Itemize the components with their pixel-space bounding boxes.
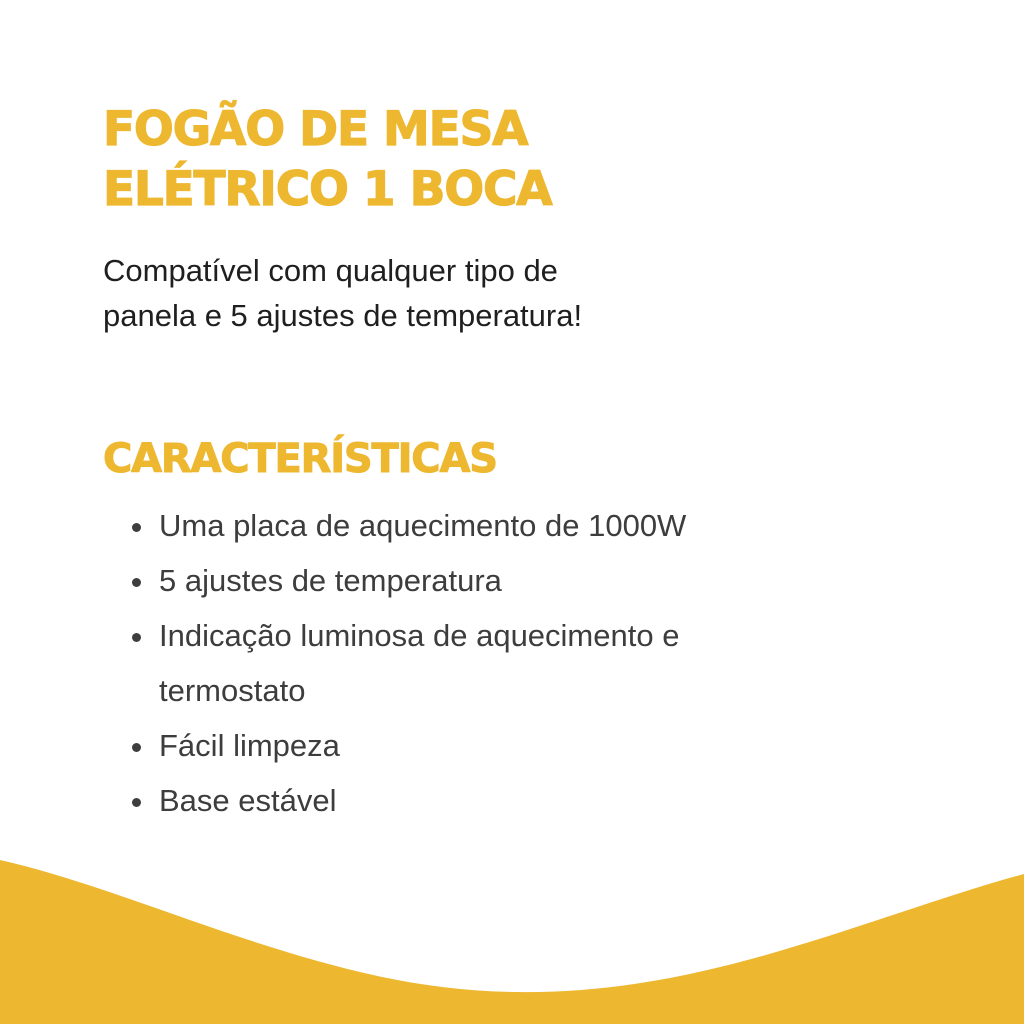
wave-shape: [0, 860, 1024, 1024]
feature-item-heating-plate: [126, 498, 846, 553]
bullet-icon: [132, 523, 141, 532]
feature-text: 5 ajustes de temperatura: [159, 563, 502, 598]
feature-text: Indicação luminosa de aquecimento e: [159, 618, 680, 653]
feature-text-continued: termostato: [159, 673, 306, 708]
product-subtitle: [103, 248, 582, 338]
decorative-wave: [0, 850, 1024, 1024]
feature-item-temperature-settings: [126, 553, 846, 608]
feature-item-light-indicator: [126, 608, 846, 718]
product-title-line-2: ELÉTRICO 1 BOCA: [103, 162, 552, 217]
bullet-icon: [132, 578, 141, 587]
bullet-icon: [132, 743, 141, 752]
product-title: [103, 100, 551, 220]
features-list: [126, 498, 846, 828]
product-subtitle-line-1: Compatível com qualquer tipo de: [103, 253, 558, 288]
bullet-icon: [132, 633, 141, 642]
product-title-line-1: FOGÃO DE MESA: [103, 102, 528, 157]
feature-item-easy-cleaning: [126, 718, 846, 773]
feature-text: Base estável: [159, 783, 337, 818]
feature-text: Fácil limpeza: [159, 728, 340, 763]
feature-text: Uma placa de aquecimento de 1000W: [159, 508, 687, 543]
product-subtitle-line-2: panela e 5 ajustes de temperatura!: [103, 298, 583, 333]
feature-item-stable-base: [126, 773, 846, 828]
features-heading: CARACTERÍSTICAS: [103, 436, 497, 482]
bullet-icon: [132, 798, 141, 807]
